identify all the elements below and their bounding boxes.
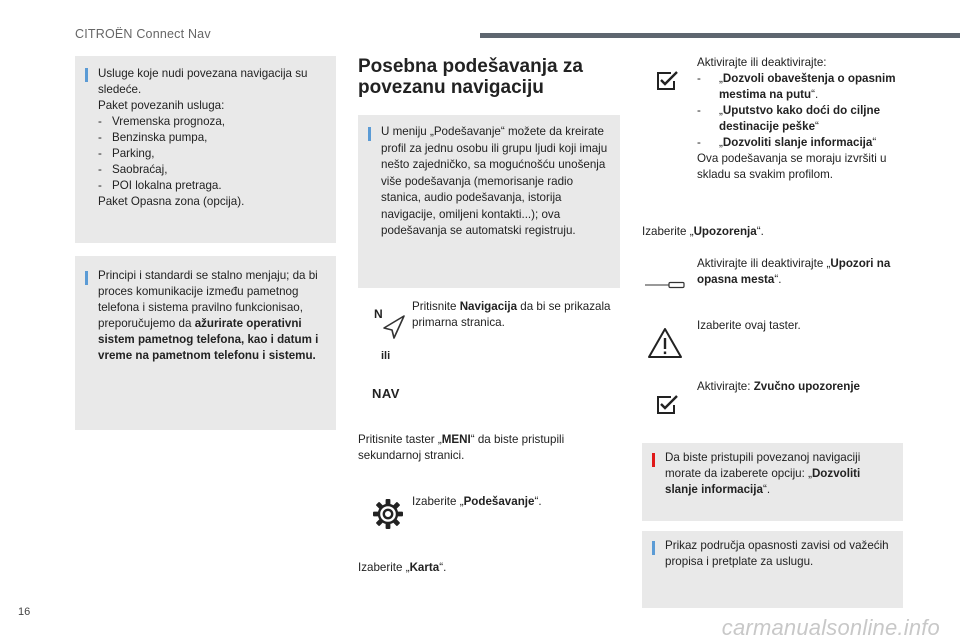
list-item: - Benzinska pumpa, <box>98 131 208 144</box>
services-danger-zone: Paket Opasna zona (opcija). <box>98 195 245 208</box>
services-package: Paket povezanih usluga: <box>98 99 225 112</box>
section-title: Posebna podešavanja za povezanu navigaciju <box>358 56 583 98</box>
north-letter: N <box>374 307 383 321</box>
warning-triangle-icon <box>646 326 684 360</box>
warning-marker <box>652 453 655 467</box>
info-box-services-text <box>98 66 324 210</box>
profile-note: Ova podešavanja se moraju izvršiti u skladu sa svakim profilom. <box>697 152 887 181</box>
or-label: ili <box>381 350 391 362</box>
warning-box-connected <box>642 443 903 521</box>
services-intro: Usluge koje nudi povezana navigacija su sledeće. <box>98 67 308 96</box>
list-item: - „Dozvoli obaveštenja o opasnim mestima na putu“. <box>697 72 896 101</box>
gear-icon <box>370 496 406 532</box>
danger-display-text: Prikaz područja opasnosti zavisi od važećih propisa i pretplate za uslugu. <box>665 539 889 568</box>
info-marker <box>652 541 655 555</box>
profiles-text: U meniju „Podešavanje“ možete da kreirate profil za jednu osobu ili grupu ljudi koji imaju nešto zajedničko, sa mogućnošću unošenja više podešavanja (memorisanje radio stanica, audio podešavanja, istorija navigacije, omiljeni kontakti...); ova podešavanja se automatski registruju. <box>381 125 608 237</box>
step-press-menu: Pritisnite taster „MENI“ da biste pristupili sekundarnoj stranici. <box>358 433 565 462</box>
page-number: 16 <box>18 606 31 618</box>
list-item: - POI lokalna pretraga. <box>98 179 222 192</box>
page-header-title: CITROËN Connect Nav <box>75 27 211 41</box>
list-item: - Parking, <box>98 147 155 160</box>
toggle-switch-icon <box>645 278 685 286</box>
step-select-settings: Izaberite „Podešavanje“. <box>412 495 542 508</box>
list-item: - Vremenska prognoza, <box>98 115 225 128</box>
info-box-services <box>75 56 336 243</box>
activate-options: Aktivirajte ili deaktivirajte: - „Dozvoli obaveštenja o opasnim mestima na putu“. - „Uputstvo kako doći do ciljne destinacije peške“ - „Dozvoliti slanje informacija“ Ova podešavanja se moraju izvršiti u skladu sa svakim profilom. <box>697 56 896 181</box>
list-item: - „Dozvoliti slanje informacija“ <box>697 136 877 149</box>
list-item: - Saobraćaj, <box>98 163 168 176</box>
watermark: carmanualsonline.info <box>721 615 940 640</box>
info-marker <box>368 127 371 141</box>
checkbox-icon <box>655 70 679 92</box>
step-select-map: Izaberite „Karta“. <box>358 561 447 574</box>
nav-button-label: NAV <box>372 386 400 401</box>
step-activate-sound: Aktivirajte: Zvučno upozorenje <box>697 380 860 393</box>
step-toggle-danger: Aktivirajte ili deaktivirajte „Upozori na opasna mesta“. <box>697 257 891 286</box>
header-rule <box>480 33 960 38</box>
info-box-profiles <box>358 115 620 288</box>
step-press-navigation: Pritisnite Navigacija da bi se prikazala primarna stranica. <box>412 300 611 329</box>
info-box-standards <box>75 256 336 430</box>
checkbox-icon <box>655 394 679 416</box>
info-marker <box>85 68 88 82</box>
info-marker <box>85 271 88 285</box>
info-box-danger-display <box>642 531 903 608</box>
navigation-icon <box>372 306 408 340</box>
standards-text: Principi i standardi se stalno menjaju; da bi proces komunikacije između pametnog telefona i sistema pravilno funkcionisao, preporučujemo da ažurirate operativni sistem pametnog telefona, kao i datum i vreme na pametnom telefonu i sistemu. <box>98 269 319 362</box>
step-select-button: Izaberite ovaj taster. <box>697 319 801 332</box>
list-item: - „Uputstvo kako doći do ciljne destinacije peške“ <box>697 104 881 133</box>
warning-text: Da biste pristupili povezanoj navigaciji morate da izaberete opciju: „Dozvoliti slanje informacija“. <box>665 451 861 496</box>
step-select-warnings: Izaberite „Upozorenja“. <box>642 225 764 238</box>
